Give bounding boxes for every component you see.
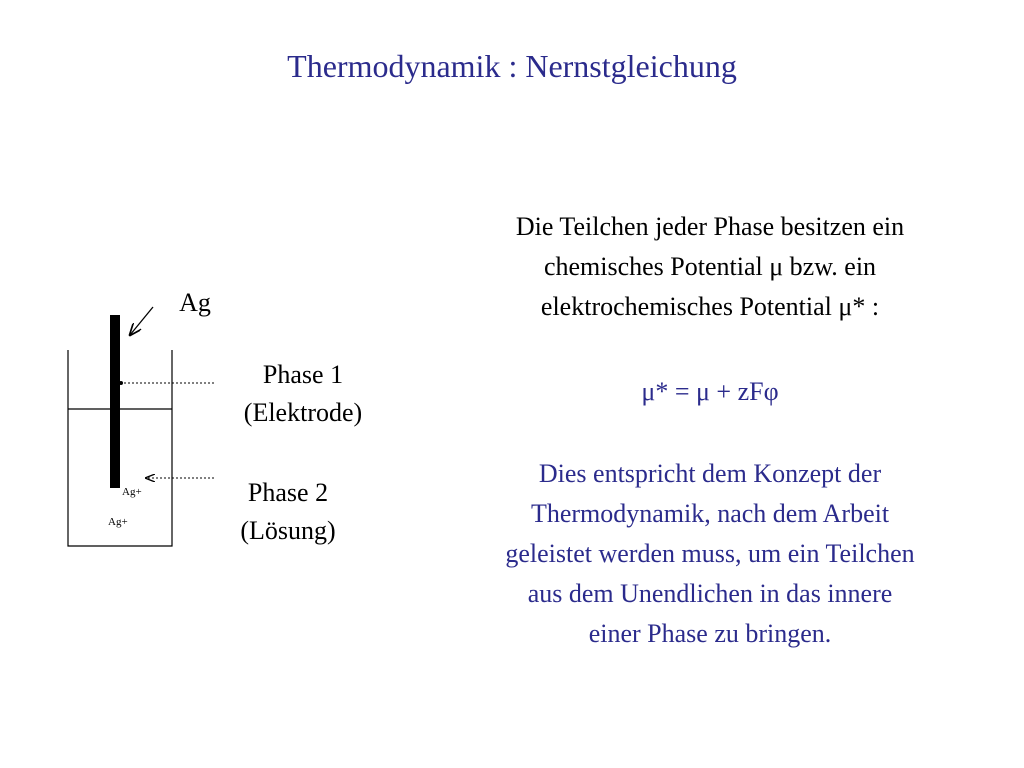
phase1-label bbox=[218, 356, 388, 432]
phase1-description: (Elektrode) bbox=[243, 398, 363, 427]
phase1-title: Phase 1 bbox=[262, 360, 344, 389]
electrode-pointer-arrow bbox=[130, 307, 153, 335]
potential-formula: μ* = μ + zFφ bbox=[641, 377, 779, 406]
silver-electrode bbox=[110, 315, 120, 488]
explanation-line: einer Phase zu bringen. bbox=[588, 619, 832, 648]
explanation-line: aus dem Unendlichen in das innere bbox=[527, 579, 893, 608]
ion-label: Ag+ bbox=[108, 516, 128, 528]
electrode-label: Ag bbox=[179, 288, 211, 317]
intro-line: Die Teilchen jeder Phase besitzen ein bbox=[515, 212, 905, 241]
slide-title: Thermodynamik : Nernstgleichung bbox=[287, 48, 737, 84]
explanation-line: geleistet werden muss, um ein Teilchen bbox=[505, 539, 915, 568]
explanation-line: Dies entspricht dem Konzept der bbox=[538, 459, 882, 488]
explanation-line: Thermodynamik, nach dem Arbeit bbox=[530, 499, 890, 528]
intro-line: chemisches Potential μ bzw. ein bbox=[543, 252, 877, 281]
phase1-pointer-dot bbox=[119, 381, 123, 385]
explanation-text bbox=[430, 454, 990, 654]
intro-text bbox=[430, 207, 990, 327]
ion-label: Ag+ bbox=[122, 486, 142, 498]
phase2-title: Phase 2 bbox=[247, 478, 329, 507]
phase2-label bbox=[208, 474, 368, 550]
phase2-description: (Lösung) bbox=[240, 516, 336, 545]
intro-line: elektrochemisches Potential μ* : bbox=[540, 292, 880, 321]
